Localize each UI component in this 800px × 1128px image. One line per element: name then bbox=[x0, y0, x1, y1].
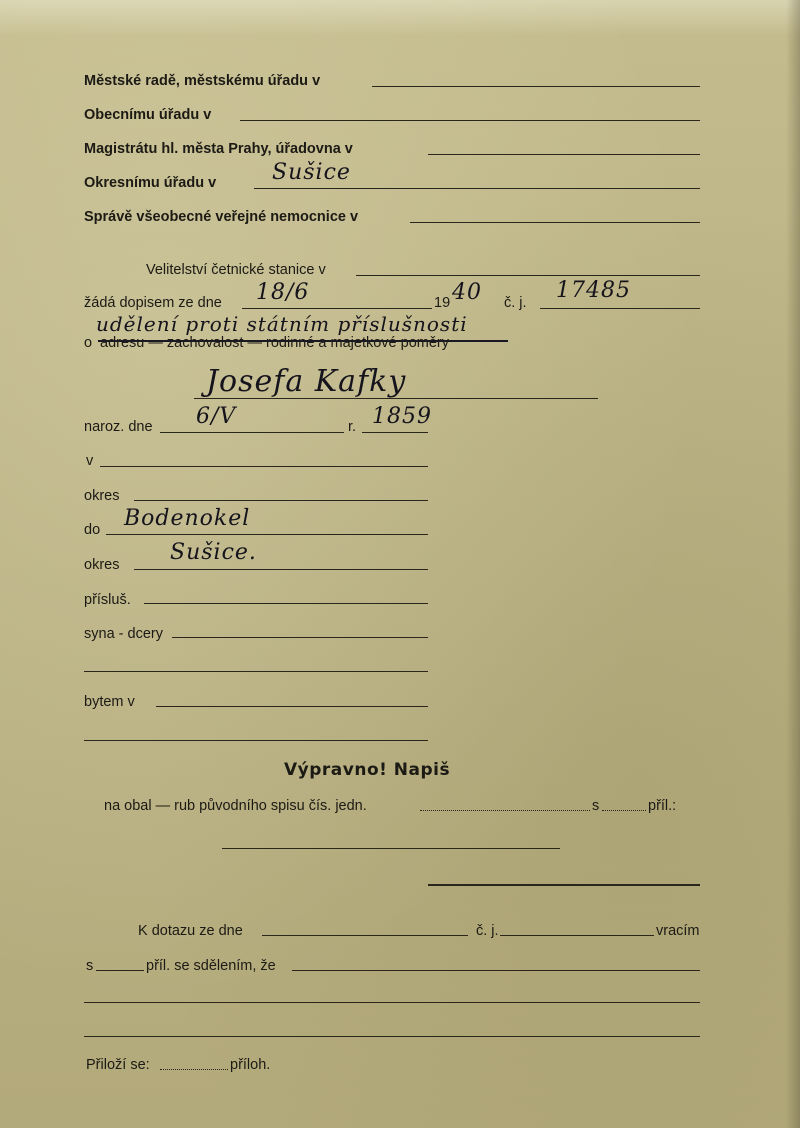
born-day-blank bbox=[160, 432, 344, 433]
addressee-line-3-blank bbox=[428, 154, 700, 155]
request-year-value: 40 bbox=[452, 280, 482, 305]
born-day-value: 6/V bbox=[196, 404, 237, 429]
okres1-blank bbox=[134, 500, 428, 501]
born-year-label: r. bbox=[348, 419, 357, 435]
attach-count-blank bbox=[160, 1069, 228, 1070]
paper-fold-highlight bbox=[0, 0, 800, 60]
request-date-blank bbox=[242, 308, 432, 309]
reply-message-blank bbox=[292, 970, 700, 971]
request-year-prefix: 19 bbox=[434, 295, 451, 311]
born-year-value: 1859 bbox=[372, 404, 432, 429]
dispatch-heading: Výpravno! Napiš bbox=[284, 760, 451, 780]
do-value: Bodenokel bbox=[124, 506, 251, 531]
person-name: Josefa Kafky bbox=[206, 364, 407, 399]
reply-suffix: vracím bbox=[656, 923, 700, 939]
reply-extra-line-1 bbox=[84, 1002, 700, 1003]
addressee-line-3: Magistrátu hl. města Prahy, úřadovna v bbox=[84, 141, 353, 157]
handwritten-okresni-value: Sušice bbox=[272, 160, 351, 185]
bytem-label: bytem v bbox=[84, 694, 135, 710]
request-cj-value: 17485 bbox=[556, 278, 631, 303]
station-blank bbox=[356, 275, 700, 276]
request-struck-line: adresu — zachovalost — rodinné a majetkové poměry bbox=[100, 335, 449, 351]
birthplace-blank bbox=[100, 466, 428, 467]
okres2-label: okres bbox=[84, 557, 120, 573]
request-o-label: o bbox=[84, 335, 93, 351]
birthplace-label: v bbox=[86, 453, 94, 469]
do-blank bbox=[106, 534, 428, 535]
station-label: Velitelství četnické stanice v bbox=[146, 262, 326, 278]
reply-prefix: K dotazu ze dne bbox=[138, 923, 243, 939]
addressee-line-1-blank bbox=[372, 86, 700, 87]
paper-edge-shadow bbox=[786, 0, 800, 1128]
addressee-line-2-blank bbox=[240, 120, 700, 121]
bytem-extra-line bbox=[84, 740, 428, 741]
request-prefix: žádá dopisem ze dne bbox=[84, 295, 222, 311]
request-cj-label: č. j. bbox=[504, 295, 527, 311]
syna-dcery-label: syna - dcery bbox=[84, 626, 163, 642]
addressee-line-4-blank bbox=[254, 188, 700, 189]
dispatch-number-blank bbox=[420, 810, 590, 811]
signature-line bbox=[428, 884, 700, 886]
okres2-blank bbox=[134, 569, 428, 570]
dispatch-s-label: s bbox=[592, 798, 600, 814]
attach-label: Přiloží se: bbox=[86, 1057, 150, 1073]
addressee-line-1: Městské radě, městskému úřadu v bbox=[84, 73, 321, 89]
request-cj-blank bbox=[540, 308, 700, 309]
reply-s-blank bbox=[96, 970, 144, 971]
born-year-blank bbox=[362, 432, 428, 433]
dispatch-line: na obal — rub původního spisu čís. jedn. bbox=[104, 798, 367, 814]
addressee-line-5: Správě všeobecné veřejné nemocnice v bbox=[84, 209, 359, 225]
strikethrough-mark bbox=[98, 340, 508, 342]
reply-extra-line-2 bbox=[84, 1036, 700, 1037]
attach-suffix: příloh. bbox=[230, 1057, 271, 1073]
okres1-label: okres bbox=[84, 488, 120, 504]
dispatch-s-blank bbox=[602, 810, 646, 811]
do-label: do bbox=[84, 522, 101, 538]
syna-dcery-blank bbox=[172, 637, 428, 638]
reply-cj-label: č. j. bbox=[476, 923, 499, 939]
addressee-line-2: Obecnímu úřadu v bbox=[84, 107, 212, 123]
extra-blank-line bbox=[84, 671, 428, 672]
dispatch-pril-label: příl.: bbox=[648, 798, 677, 814]
request-date-value: 18/6 bbox=[256, 280, 310, 305]
request-subject-handwritten: udělení proti státním příslušnosti bbox=[96, 312, 468, 336]
bytem-blank bbox=[156, 706, 428, 707]
reply-s-label: s bbox=[86, 958, 94, 974]
prislus-label: přísluš. bbox=[84, 592, 131, 608]
dispatch-address-line bbox=[222, 848, 560, 849]
person-name-line bbox=[194, 398, 598, 399]
okres2-value: Sušice. bbox=[170, 540, 257, 565]
reply-cj-blank bbox=[500, 935, 654, 936]
reply-date-blank bbox=[262, 935, 468, 936]
born-label: naroz. dne bbox=[84, 419, 153, 435]
addressee-line-4: Okresnímu úřadu v bbox=[84, 175, 217, 191]
addressee-line-5-blank bbox=[410, 222, 700, 223]
prislus-blank bbox=[144, 603, 428, 604]
reply-middle: příl. se sdělením, že bbox=[146, 958, 276, 974]
